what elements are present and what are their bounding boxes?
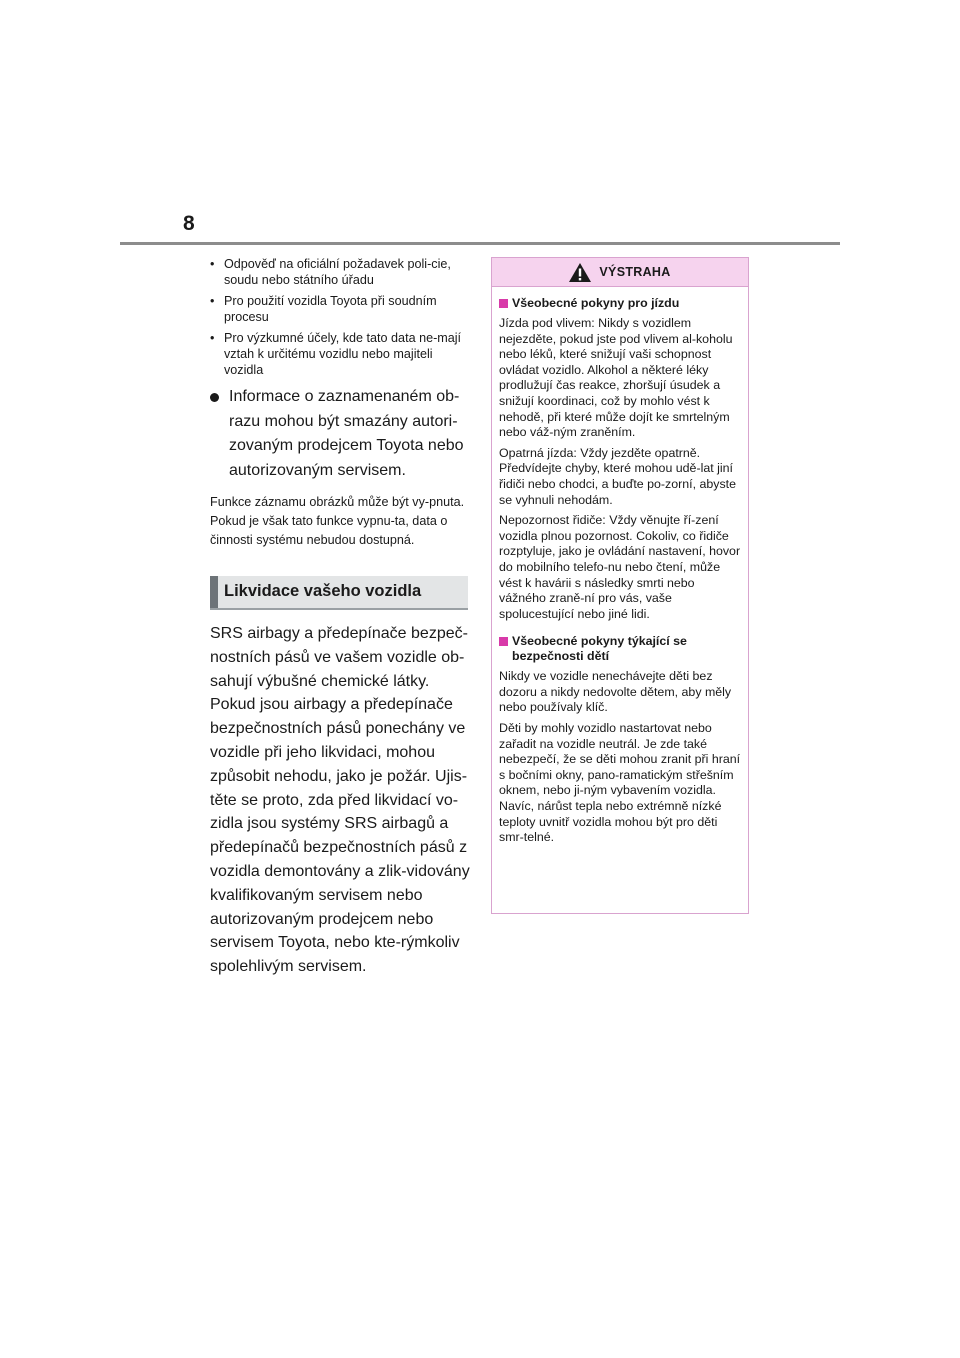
big-point bbox=[210, 385, 470, 483]
warning-subheading: Všeobecné pokyny týkající se bezpečnosti dětí bbox=[499, 634, 741, 664]
spacer bbox=[499, 622, 741, 630]
warning-header bbox=[492, 258, 748, 287]
bullet-list bbox=[210, 256, 470, 378]
filled-circle-icon bbox=[210, 393, 219, 402]
heading-bar bbox=[210, 576, 218, 608]
page-number: 8 bbox=[183, 212, 196, 235]
bullet-icon: • bbox=[210, 331, 215, 345]
list-item: • Pro výzkumné účely, kde tato data ne-mají vztah k určitému vozidlu nebo majiteli vozidla bbox=[210, 331, 462, 377]
warning-paragraph: Nepozornost řidiče: Vždy věnujte ří-zení vozidla plnou pozornost. Cokoliv, co řidiče rozptyluje, jako je ovládání nastavení, hovor do mobilního telefo-nu nebo čtení, může vést k havárii s následky smrti nebo vážného zraně-ní pro vás, vaše spolucestující nebo jiné lidi. bbox=[499, 513, 741, 621]
warning-title: VÝSTRAHA bbox=[599, 265, 671, 279]
bullet-icon: • bbox=[210, 257, 215, 271]
warning-box bbox=[491, 257, 749, 914]
bullet-icon: • bbox=[210, 294, 215, 308]
warning-triangle-icon bbox=[569, 263, 591, 282]
warning-paragraph: Děti by mohly vozidlo nastartovat nebo zařadit na vozidle neutrál. Je zde také nebezpečí, že se děti mohou zranit při hraní s bočními okny, pano-ramatickým střešním oknem, nebo ji-ným vybavením vozidla. Navíc, nárůst tepla nebo extrémně nízké teploty uvnitř vozidla mohou být pro děti smr-telné. bbox=[499, 721, 741, 845]
section-heading-text: Likvidace vašeho vozidla bbox=[224, 582, 422, 600]
square-bullet-icon bbox=[499, 299, 508, 308]
list-item: • Odpověď na oficiální požadavek poli-cie, soudu nebo státního úřadu bbox=[210, 257, 451, 287]
warning-body bbox=[492, 287, 748, 846]
header-rule bbox=[120, 242, 840, 245]
big-point-text: Informace o zaznamenaném ob-razu mohou být smazány autori-zovaným prodejcem Toyota nebo autorizovaným servisem. bbox=[229, 388, 464, 479]
warning-paragraph: Opatrná jízda: Vždy jezděte opatrně. Předvídejte chyby, které mohou udě-lat jiní řidiči nebo chodci, a buďte po-zorní, abyste se vyhnuli nehodám. bbox=[499, 445, 736, 507]
section-heading bbox=[210, 576, 468, 610]
warning-paragraph: Nikdy ve vozidle nenechávejte děti bez dozoru a nikdy nedovolte dětem, aby měly nebo používaly klíč. bbox=[499, 669, 732, 715]
small-paragraph: Funkce záznamu obrázků může být vy-pnuta. Pokud je však tato funkce vypnu-ta, data o činnosti systému nebudou dostupná. bbox=[210, 495, 465, 547]
body-paragraph: SRS airbagy a předepínače bezpeč-nostních pásů ve vašem vozidle ob-sahují výbušné chemické látky. Pokud jsou airbagy a předepínače bezpečnostních pásů ponechány ve vozidle při jeho likvidaci, mohou způsobit nehodu, jako je požár. Ujis-těte se proto, zda před likvidací vo-zidla jsou systémy SRS airbagů a předepínačů bezpečnostních pásů z vozidla demontovány a zlik-vidovány kvalifikovaným servisem nebo autorizovaným prodejcem nebo servisem Toyota, nebo kte-rýmkoliv spolehlivým servisem. bbox=[210, 625, 470, 976]
warning-subheading: Všeobecné pokyny pro jízdu bbox=[499, 296, 741, 311]
warning-paragraph: Jízda pod vlivem: Nikdy s vozidlem nejezděte, pokud jste pod vlivem al-koholu nebo léků, které snižují vaši schopnost ovládat vozidlo. Alkohol a některé léky prodlužují čas reakce, zhoršují úsudek a snižují koordinaci, což by mohlo vést k nehodě, při které může dojít ke smrtelným nebo váž-ným zraněním. bbox=[499, 316, 733, 440]
left-column bbox=[210, 256, 470, 979]
list-item: • Pro použití vozidla Toyota při soudním procesu bbox=[210, 294, 437, 324]
square-bullet-icon bbox=[499, 637, 508, 646]
